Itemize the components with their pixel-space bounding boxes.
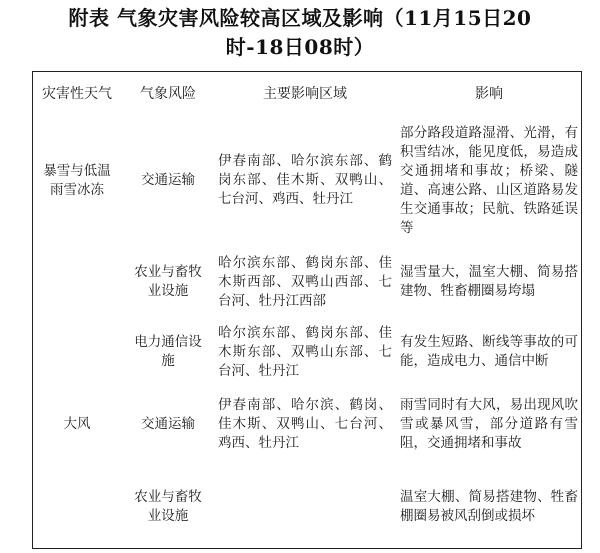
table-row (32, 117, 582, 244)
header-area: 主要影响区域 (263, 85, 347, 102)
risk-cell: 交通运输 (141, 172, 195, 188)
impact-cell: 部分路段道路湿滑、光滑，有积雪结冰，能见度低，易造成交通拥堵和事故；桥梁、隧道、高速公路、山区道路易发生交通事故；民航、铁路延误等 (400, 124, 578, 236)
weather-risk-table (32, 71, 582, 549)
area-cell: 伊春南部、哈尔滨、鹤岗、佳木斯、双鸭山、七台河、鸡西、牡丹江 (218, 396, 392, 451)
table-header-row (32, 71, 582, 117)
document-title-line-2: 时-18日08时） (225, 35, 375, 59)
table-row (32, 384, 582, 464)
area-cell: 哈尔滨东部、鹤岗东部、佳木斯西部、双鸭山西部、七台河、牡丹江西部 (218, 254, 392, 309)
risk-cell: 农业与畜牧业设施 (134, 264, 202, 299)
document-title-line-1: 附表 气象灾害风险较高区域及影响（11月15日20 (68, 6, 532, 30)
risk-cell: 农业与畜牧业设施 (134, 488, 202, 524)
document-title (0, 4, 600, 62)
impact-cell: 雨雪同时有大风，易出现风吹雪或暴风雪，部分道路有雪阻，交通拥堵和事故 (400, 396, 578, 451)
weather-cell-gale: 大风 (63, 415, 91, 432)
table-row (32, 320, 582, 384)
table-row (32, 464, 582, 549)
area-cell: 哈尔滨东部、鹤岗东部、佳木斯东部、双鸭山东部、七台河、牡丹江 (218, 324, 392, 379)
impact-cell: 湿雪量大，温室大棚、简易搭建物、牲畜棚圈易垮塌 (400, 264, 578, 299)
header-weather: 灾害性天气 (42, 85, 112, 102)
header-risk: 气象风险 (140, 85, 196, 102)
area-cell: 伊春南部、哈尔滨东部、鹤岗东部、佳木斯、双鸭山、七台河、鸡西、牡丹江 (218, 153, 392, 207)
weather-cell-snowstorm: 暴雪与低温雨雪冰冻 (43, 162, 111, 198)
area-cell (214, 464, 396, 549)
risk-cell: 交通运输 (141, 415, 195, 432)
table-row (32, 244, 582, 320)
risk-cell: 电力通信设施 (134, 334, 202, 369)
header-impact: 影响 (475, 85, 503, 102)
impact-cell: 温室大棚、简易搭建物、牲畜棚圈易被风刮倒或损坏 (400, 488, 578, 524)
impact-cell: 有发生短路、断线等事故的可能，造成电力、通信中断 (400, 334, 578, 369)
